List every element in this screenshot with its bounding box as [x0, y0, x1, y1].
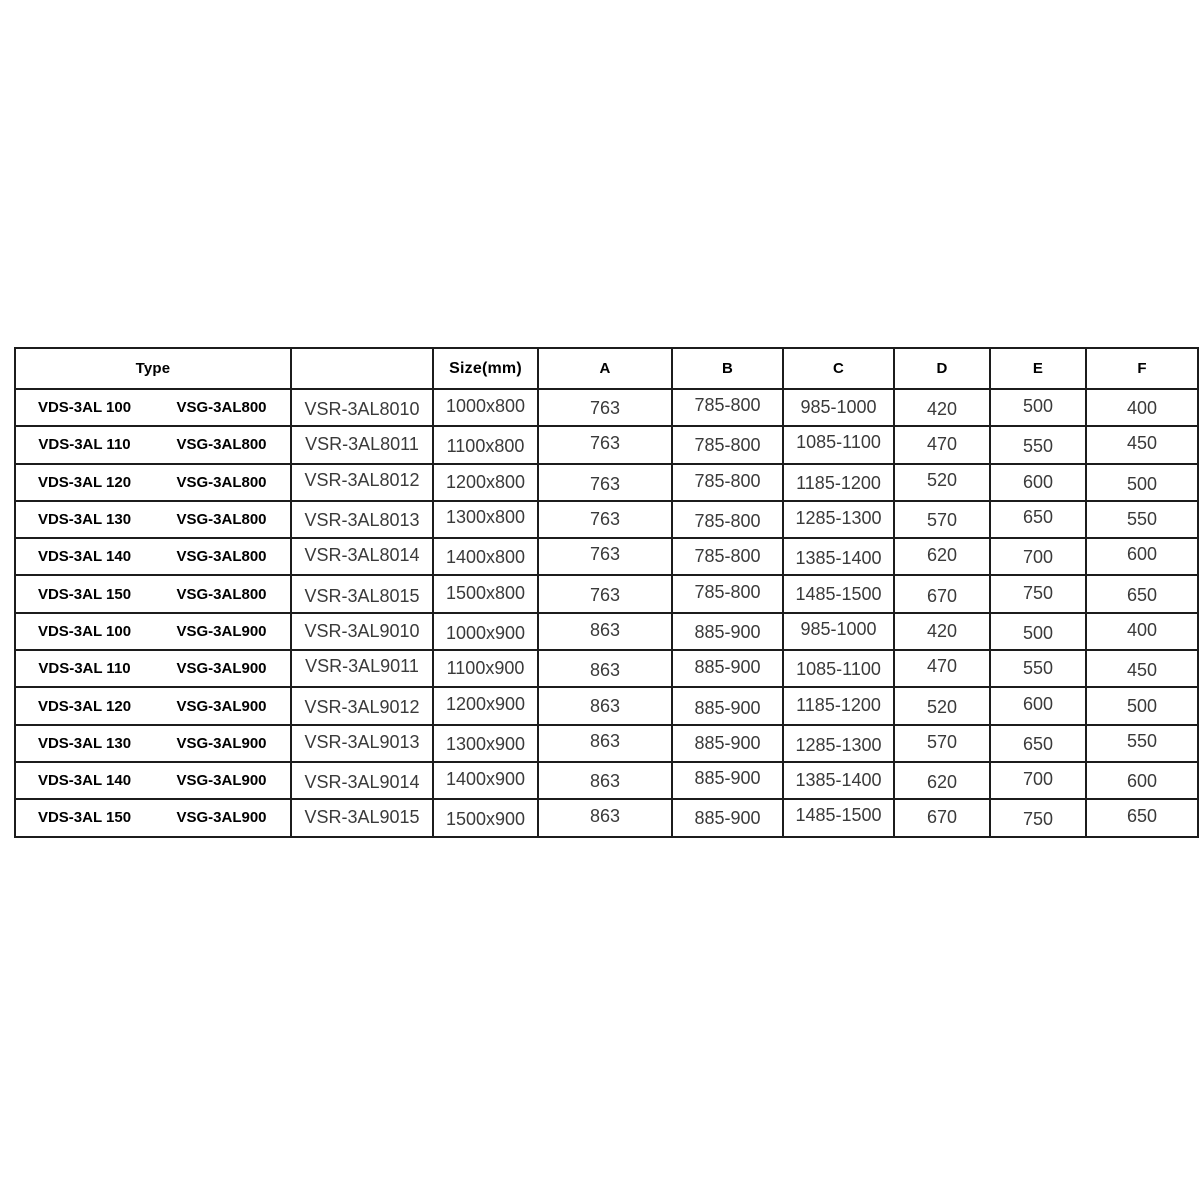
cell-model	[291, 762, 433, 799]
cell-text: 450	[1126, 433, 1158, 454]
type-pair	[16, 809, 290, 826]
cell-text: 470	[926, 656, 958, 677]
spec-table	[14, 347, 1199, 838]
cell-text: 550	[1022, 658, 1054, 679]
cell-e	[990, 501, 1086, 538]
header-type: Type	[15, 348, 291, 389]
table-row	[15, 426, 1198, 463]
cell-c	[783, 650, 894, 687]
cell-text: VSR-3AL9015	[304, 807, 420, 828]
type-label-vsg: VSG-3AL800	[176, 511, 267, 529]
cell-type	[15, 389, 291, 426]
cell-b	[672, 725, 783, 762]
cell-text: 785-800	[694, 581, 761, 602]
header-dim-c: C	[783, 348, 894, 389]
cell-text: 570	[926, 731, 958, 752]
cell-size	[433, 762, 538, 799]
cell-text: 600	[1022, 471, 1054, 492]
cell-size	[433, 613, 538, 650]
header-dim-e: E	[990, 348, 1086, 389]
cell-text: 620	[926, 545, 958, 566]
cell-c	[783, 426, 894, 463]
cell-text: 763	[589, 544, 621, 565]
table-body	[15, 389, 1198, 837]
type-pair	[16, 772, 290, 789]
cell-a	[538, 426, 672, 463]
cell-size	[433, 725, 538, 762]
cell-text: 1485-1500	[795, 583, 882, 604]
cell-f	[1086, 464, 1198, 501]
cell-e	[990, 389, 1086, 426]
cell-text: 785-800	[694, 511, 761, 532]
table-row	[15, 389, 1198, 426]
cell-size	[433, 389, 538, 426]
cell-b	[672, 613, 783, 650]
cell-type	[15, 501, 291, 538]
cell-f	[1086, 538, 1198, 575]
cell-e	[990, 725, 1086, 762]
cell-d	[894, 799, 990, 836]
cell-size	[433, 501, 538, 538]
cell-text: 1300x900	[445, 733, 526, 754]
cell-model	[291, 725, 433, 762]
cell-c	[783, 389, 894, 426]
cell-text: 750	[1022, 582, 1054, 603]
type-pair	[16, 399, 290, 416]
cell-text: 1200x900	[445, 693, 526, 714]
cell-text: 420	[926, 399, 958, 420]
cell-model	[291, 538, 433, 575]
cell-text: 885-900	[694, 768, 761, 789]
cell-text: VSR-3AL8013	[304, 510, 420, 531]
cell-text: 1185-1200	[796, 694, 881, 715]
cell-a	[538, 389, 672, 426]
cell-text: 1485-1500	[795, 805, 882, 826]
type-label-vsg: VSG-3AL800	[176, 548, 267, 566]
cell-c	[783, 501, 894, 538]
cell-size	[433, 575, 538, 612]
type-pair	[16, 623, 290, 640]
cell-e	[990, 575, 1086, 612]
type-pair	[16, 735, 290, 752]
cell-b	[672, 538, 783, 575]
cell-text: 985-1000	[800, 397, 877, 418]
cell-text: 520	[926, 469, 958, 490]
cell-model	[291, 426, 433, 463]
cell-d	[894, 464, 990, 501]
cell-f	[1086, 799, 1198, 836]
cell-b	[672, 464, 783, 501]
cell-d	[894, 501, 990, 538]
type-label-vds: VDS-3AL 120	[37, 697, 132, 715]
cell-a	[538, 613, 672, 650]
type-label-vsg: VSG-3AL900	[176, 622, 267, 640]
header-row	[15, 348, 1198, 389]
cell-size	[433, 687, 538, 724]
cell-type	[15, 613, 291, 650]
cell-text: 785-800	[694, 470, 761, 491]
cell-text: 1285-1300	[795, 508, 882, 529]
cell-f	[1086, 762, 1198, 799]
cell-text: 500	[1022, 396, 1054, 417]
type-label-vds: VDS-3AL 120	[37, 473, 132, 491]
type-pair	[16, 548, 290, 565]
cell-text: 863	[589, 730, 621, 751]
table-row	[15, 613, 1198, 650]
cell-a	[538, 501, 672, 538]
header-dim-f: F	[1086, 348, 1198, 389]
cell-text: 650	[1126, 806, 1158, 827]
cell-a	[538, 799, 672, 836]
cell-text: 1285-1300	[795, 734, 882, 755]
cell-text: 1185-1200	[796, 472, 881, 493]
cell-text: 763	[589, 433, 621, 454]
type-label-vds: VDS-3AL 150	[37, 585, 132, 603]
type-label-vsg: VSG-3AL900	[176, 772, 267, 790]
type-pair	[16, 511, 290, 528]
table-row	[15, 799, 1198, 836]
type-label-vsg: VSG-3AL800	[176, 399, 267, 417]
cell-model	[291, 389, 433, 426]
cell-type	[15, 538, 291, 575]
cell-c	[783, 464, 894, 501]
cell-text: 750	[1022, 809, 1054, 830]
cell-c	[783, 575, 894, 612]
cell-a	[538, 575, 672, 612]
cell-d	[894, 650, 990, 687]
cell-text: 400	[1126, 398, 1158, 419]
cell-d	[894, 389, 990, 426]
cell-text: 500	[1022, 622, 1054, 643]
cell-f	[1086, 613, 1198, 650]
header-size: Size(mm)	[433, 348, 538, 389]
table-row	[15, 464, 1198, 501]
cell-model	[291, 501, 433, 538]
cell-type	[15, 575, 291, 612]
cell-text: 570	[926, 510, 958, 531]
cell-text: VSR-3AL8010	[304, 399, 420, 420]
cell-f	[1086, 725, 1198, 762]
cell-d	[894, 687, 990, 724]
cell-text: 763	[589, 398, 621, 419]
cell-type	[15, 426, 291, 463]
cell-text: 400	[1126, 619, 1158, 640]
cell-text: 763	[589, 509, 621, 530]
cell-text: 500	[1126, 695, 1158, 716]
cell-f	[1086, 687, 1198, 724]
cell-text: 420	[926, 620, 958, 641]
cell-d	[894, 575, 990, 612]
cell-text: VSR-3AL8011	[305, 434, 419, 455]
cell-text: 1000x800	[445, 396, 526, 417]
cell-text: 600	[1022, 693, 1054, 714]
header-dim-d: D	[894, 348, 990, 389]
cell-text: 1400x900	[445, 769, 526, 790]
type-label-vds: VDS-3AL 110	[38, 436, 131, 454]
cell-d	[894, 538, 990, 575]
cell-b	[672, 501, 783, 538]
cell-a	[538, 464, 672, 501]
cell-text: 1200x800	[445, 471, 526, 492]
table-row	[15, 575, 1198, 612]
type-label-vsg: VSG-3AL800	[176, 473, 267, 491]
cell-type	[15, 799, 291, 836]
cell-a	[538, 687, 672, 724]
type-label-vsg: VSG-3AL900	[176, 660, 267, 678]
cell-a	[538, 762, 672, 799]
cell-text: VSR-3AL9011	[305, 656, 419, 677]
cell-text: 1100x900	[446, 658, 525, 679]
cell-text: 1385-1400	[795, 548, 882, 569]
cell-a	[538, 538, 672, 575]
cell-text: 863	[589, 695, 621, 716]
type-label-vds: VDS-3AL 100	[37, 622, 132, 640]
table-row	[15, 687, 1198, 724]
cell-d	[894, 725, 990, 762]
type-label-vds: VDS-3AL 140	[37, 548, 132, 566]
cell-a	[538, 650, 672, 687]
type-pair	[16, 586, 290, 603]
cell-text: 500	[1126, 473, 1158, 494]
cell-text: 1400x800	[445, 547, 526, 568]
cell-b	[672, 575, 783, 612]
cell-text: 763	[589, 584, 621, 605]
cell-size	[433, 464, 538, 501]
cell-text: 670	[926, 585, 958, 606]
cell-model	[291, 613, 433, 650]
type-label-vsg: VSG-3AL900	[176, 734, 267, 752]
cell-text: VSR-3AL8015	[304, 585, 420, 606]
cell-text: 550	[1126, 730, 1158, 751]
type-label-vsg: VSG-3AL800	[176, 436, 267, 454]
table-row	[15, 501, 1198, 538]
cell-text: VSR-3AL8012	[304, 469, 420, 490]
cell-text: 1300x800	[445, 507, 526, 528]
cell-text: VSR-3AL8014	[304, 545, 420, 566]
cell-b	[672, 650, 783, 687]
cell-b	[672, 799, 783, 836]
cell-text: 863	[589, 660, 621, 681]
type-label-vds: VDS-3AL 100	[37, 399, 132, 417]
type-label-vsg: VSG-3AL800	[176, 585, 267, 603]
cell-f	[1086, 575, 1198, 612]
type-label-vsg: VSG-3AL900	[176, 697, 267, 715]
cell-size	[433, 799, 538, 836]
cell-b	[672, 389, 783, 426]
type-pair	[16, 660, 290, 677]
cell-text: 650	[1022, 507, 1054, 528]
cell-text: 985-1000	[800, 618, 877, 639]
cell-c	[783, 687, 894, 724]
cell-text: 520	[926, 696, 958, 717]
cell-text: 885-900	[694, 732, 761, 753]
cell-e	[990, 426, 1086, 463]
cell-text: 650	[1022, 733, 1054, 754]
cell-e	[990, 762, 1086, 799]
cell-a	[538, 725, 672, 762]
cell-c	[783, 538, 894, 575]
type-label-vds: VDS-3AL 130	[37, 511, 132, 529]
cell-e	[990, 687, 1086, 724]
cell-text: 620	[926, 772, 958, 793]
table-row	[15, 762, 1198, 799]
cell-text: VSR-3AL9014	[304, 772, 420, 793]
cell-model	[291, 799, 433, 836]
type-label-vsg: VSG-3AL900	[176, 809, 267, 827]
cell-text: 550	[1126, 509, 1158, 530]
type-label-vds: VDS-3AL 150	[37, 809, 132, 827]
cell-text: 1500x800	[445, 582, 526, 603]
cell-c	[783, 799, 894, 836]
cell-d	[894, 762, 990, 799]
type-label-vds: VDS-3AL 110	[38, 660, 131, 678]
cell-text: 650	[1126, 584, 1158, 605]
cell-text: 863	[589, 771, 621, 792]
cell-b	[672, 762, 783, 799]
table-row	[15, 725, 1198, 762]
cell-text: VSR-3AL9013	[304, 731, 420, 752]
type-label-vds: VDS-3AL 140	[37, 772, 132, 790]
cell-text: 1085-1100	[796, 432, 881, 453]
cell-type	[15, 725, 291, 762]
type-pair	[16, 698, 290, 715]
cell-text: 863	[589, 619, 621, 640]
cell-model	[291, 575, 433, 612]
cell-text: VSR-3AL9012	[304, 696, 420, 717]
cell-size	[433, 650, 538, 687]
cell-text: 600	[1126, 771, 1158, 792]
cell-text: 863	[589, 806, 621, 827]
cell-type	[15, 650, 291, 687]
cell-d	[894, 613, 990, 650]
cell-size	[433, 426, 538, 463]
cell-text: 763	[589, 473, 621, 494]
cell-f	[1086, 501, 1198, 538]
table-row	[15, 538, 1198, 575]
header-dim-b: B	[672, 348, 783, 389]
cell-e	[990, 650, 1086, 687]
cell-f	[1086, 650, 1198, 687]
cell-text: 470	[926, 434, 958, 455]
cell-model	[291, 687, 433, 724]
spec-table-container	[14, 347, 1199, 838]
cell-text: 550	[1022, 436, 1054, 457]
cell-text: 885-900	[694, 697, 761, 718]
cell-c	[783, 725, 894, 762]
cell-type	[15, 762, 291, 799]
cell-model	[291, 650, 433, 687]
cell-text: 670	[926, 807, 958, 828]
cell-text: 1000x900	[445, 622, 526, 643]
header-model-blank	[291, 348, 433, 389]
cell-text: 885-900	[694, 657, 761, 678]
cell-text: 885-900	[694, 808, 761, 829]
cell-text: 885-900	[694, 621, 761, 642]
cell-text: 1500x900	[445, 809, 526, 830]
cell-type	[15, 687, 291, 724]
cell-text: 1085-1100	[796, 659, 881, 680]
cell-text: 700	[1022, 547, 1054, 568]
cell-text: 450	[1126, 660, 1158, 681]
cell-c	[783, 613, 894, 650]
cell-e	[990, 464, 1086, 501]
cell-model	[291, 464, 433, 501]
cell-text: 785-800	[694, 435, 761, 456]
header-dim-a: A	[538, 348, 672, 389]
cell-b	[672, 687, 783, 724]
cell-text: VSR-3AL9010	[304, 620, 420, 641]
cell-f	[1086, 426, 1198, 463]
cell-f	[1086, 389, 1198, 426]
cell-text: 785-800	[694, 395, 761, 416]
cell-type	[15, 464, 291, 501]
cell-b	[672, 426, 783, 463]
type-label-vds: VDS-3AL 130	[37, 734, 132, 752]
cell-text: 700	[1022, 769, 1054, 790]
cell-c	[783, 762, 894, 799]
cell-e	[990, 613, 1086, 650]
cell-e	[990, 799, 1086, 836]
cell-e	[990, 538, 1086, 575]
cell-text: 600	[1126, 544, 1158, 565]
cell-d	[894, 426, 990, 463]
cell-text: 785-800	[694, 546, 761, 567]
type-pair	[16, 436, 290, 453]
cell-size	[433, 538, 538, 575]
cell-text: 1100x800	[446, 436, 525, 457]
type-pair	[16, 474, 290, 491]
cell-text: 1385-1400	[795, 770, 882, 791]
table-row	[15, 650, 1198, 687]
